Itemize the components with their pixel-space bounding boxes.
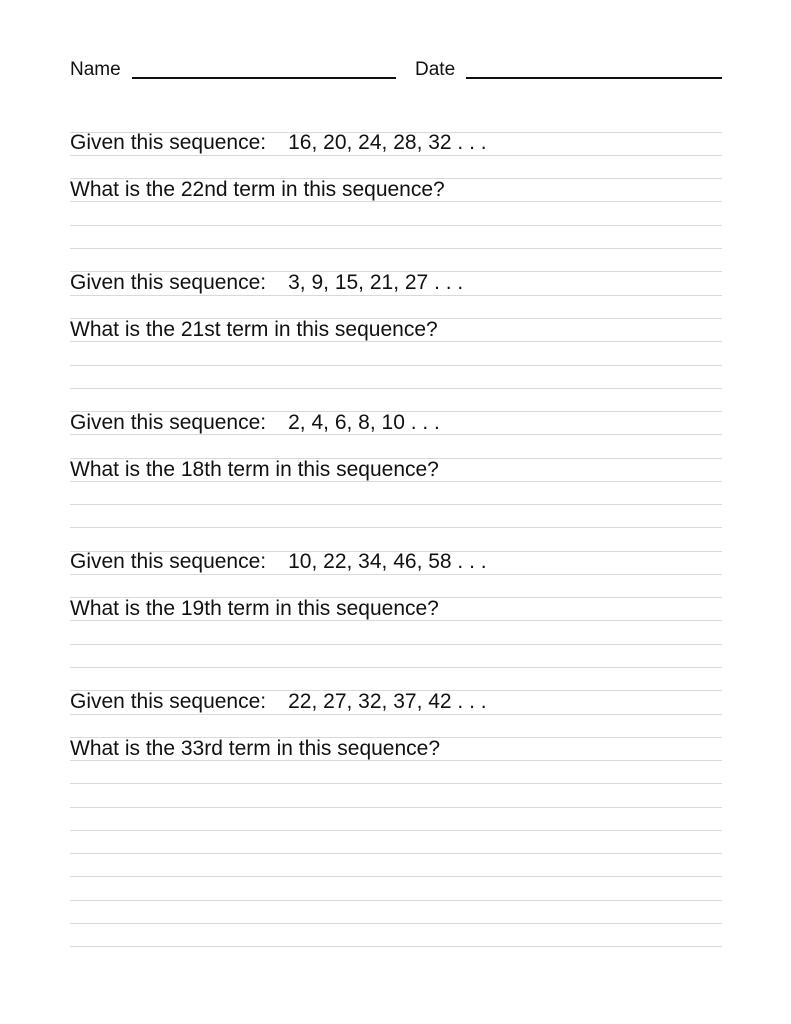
sequence-values: 10, 22, 34, 46, 58 . . . <box>288 550 487 573</box>
ruled-line <box>70 876 722 877</box>
sequence-prefix: Given this sequence: <box>70 271 267 294</box>
ruled-line <box>70 504 722 505</box>
ruled-line <box>70 830 722 831</box>
ruled-line <box>70 946 722 947</box>
sequence-prefix: Given this sequence: <box>70 550 267 573</box>
question-line: What is the 22nd term in this sequence? <box>70 178 445 201</box>
sequence-values: 3, 9, 15, 21, 27 . . . <box>288 271 464 294</box>
ruled-line <box>70 807 722 808</box>
ruled-line <box>70 900 722 901</box>
sequence-prefix: Given this sequence: <box>70 411 267 434</box>
ruled-line <box>70 248 722 249</box>
worksheet-header <box>70 58 722 82</box>
question-line: What is the 33rd term in this sequence? <box>70 737 441 760</box>
ruled-line <box>70 783 722 784</box>
ruled-line <box>70 853 722 854</box>
date-label: Date <box>415 59 456 80</box>
name-label: Name <box>70 59 121 80</box>
sequence-line <box>70 689 730 715</box>
sequence-values: 22, 27, 32, 37, 42 . . . <box>288 690 487 713</box>
sequence-line <box>70 410 730 436</box>
sequence-line <box>70 549 730 575</box>
ruled-line <box>70 527 722 528</box>
question-line: What is the 18th term in this sequence? <box>70 458 439 481</box>
date-blank-line[interactable] <box>466 77 722 79</box>
question-line: What is the 21st term in this sequence? <box>70 318 438 341</box>
question-line: What is the 19th term in this sequence? <box>70 597 439 620</box>
ruled-line <box>70 388 722 389</box>
name-blank-line[interactable] <box>132 77 396 79</box>
sequence-prefix: Given this sequence: <box>70 131 267 154</box>
ruled-line <box>70 667 722 668</box>
sequence-values: 16, 20, 24, 28, 32 . . . <box>288 131 487 154</box>
ruled-line <box>70 225 722 226</box>
sequence-prefix: Given this sequence: <box>70 690 267 713</box>
sequence-line <box>70 130 730 156</box>
sequence-line <box>70 270 730 296</box>
ruled-line <box>70 644 722 645</box>
ruled-line <box>70 365 722 366</box>
sequence-values: 2, 4, 6, 8, 10 . . . <box>288 411 440 434</box>
ruled-line <box>70 923 722 924</box>
